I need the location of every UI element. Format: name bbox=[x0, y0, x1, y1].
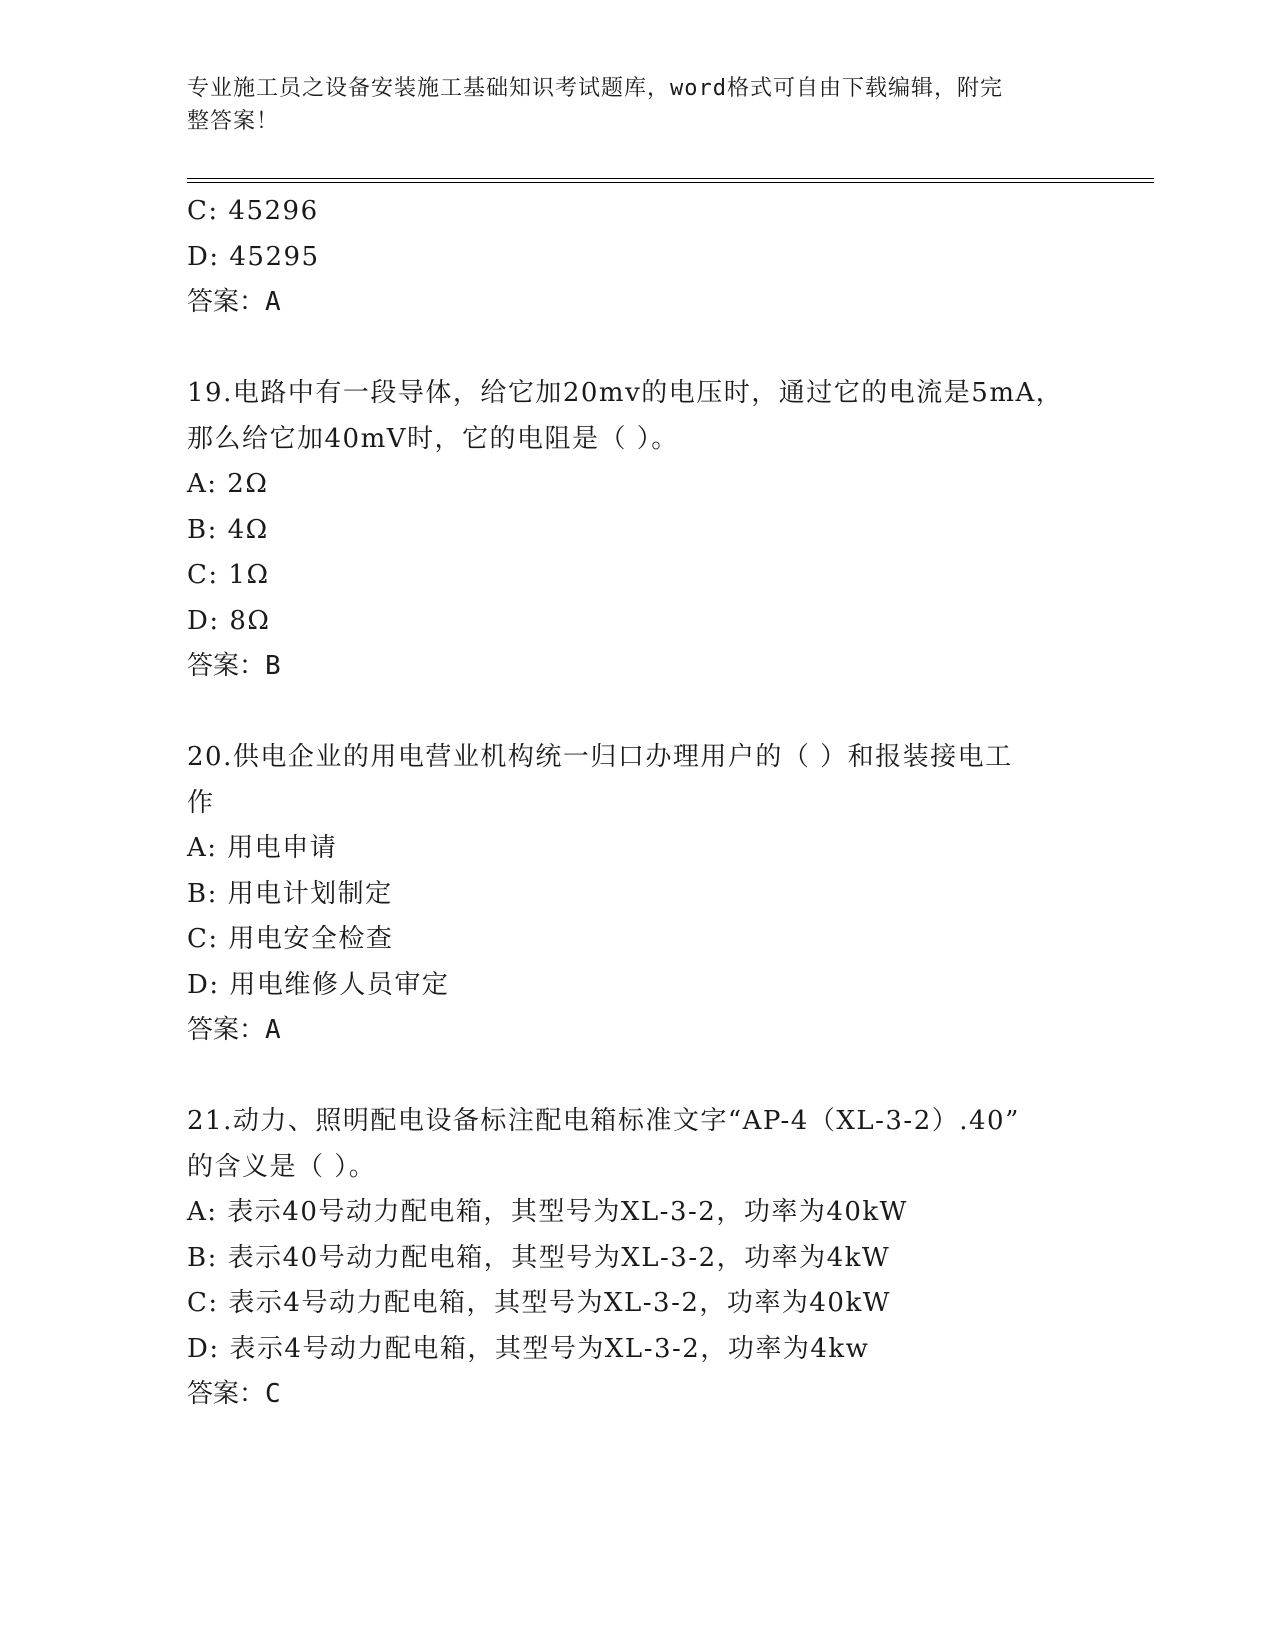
header-line-1: 专业施工员之设备安装施工基础知识考试题库，word格式可自由下载编辑，附完 bbox=[187, 76, 1003, 101]
header-rule-bottom bbox=[187, 182, 1154, 183]
answer-line: 答案：C bbox=[187, 1379, 281, 1409]
question-stem: 作 bbox=[187, 787, 215, 818]
option-b: B: 表示40号动力配电箱，其型号为XL-3-2，功率为4kW bbox=[187, 1242, 891, 1273]
question-stem: 19.电路中有一段导体，给它加20mv的电压时，通过它的电流是5mA， bbox=[187, 378, 1064, 408]
option-c: C: 45296 bbox=[187, 196, 319, 226]
option-b: B: 4Ω bbox=[187, 514, 269, 545]
answer-line: 答案：A bbox=[187, 287, 281, 317]
option-a: A: 2Ω bbox=[187, 469, 269, 499]
question-fragment-18 bbox=[187, 189, 1087, 326]
spacer bbox=[187, 690, 1087, 736]
question-21 bbox=[187, 1099, 1087, 1418]
document-body bbox=[187, 189, 1087, 1418]
option-a: A: 表示40号动力配电箱，其型号为XL-3-2，功率为40kW bbox=[187, 1197, 908, 1227]
option-d: D: 8Ω bbox=[187, 605, 271, 636]
option-c: C: 表示4号动力配电箱，其型号为XL-3-2，功率为40kW bbox=[187, 1288, 891, 1318]
answer-line: 答案：A bbox=[187, 1015, 281, 1045]
option-c: C: 用电安全检查 bbox=[187, 924, 394, 954]
document-header bbox=[187, 72, 1067, 138]
question-20 bbox=[187, 735, 1087, 1054]
option-d: D: 用电维修人员审定 bbox=[187, 969, 450, 1000]
question-stem: 的含义是（ ）。 bbox=[187, 1151, 377, 1182]
option-c: C: 1Ω bbox=[187, 560, 270, 590]
answer-line: 答案：B bbox=[187, 651, 281, 681]
option-d: D: 表示4号动力配电箱，其型号为XL-3-2，功率为4kw bbox=[187, 1333, 870, 1364]
spacer bbox=[187, 326, 1087, 372]
header-line-2: 整答案！ bbox=[187, 109, 280, 134]
question-19 bbox=[187, 371, 1087, 690]
question-stem: 那么给它加40mV时，它的电阻是（ ）。 bbox=[187, 423, 679, 454]
spacer bbox=[187, 1054, 1087, 1100]
question-stem: 21.动力、照明配电设备标注配电箱标准文字“AP-4（XL-3-2）.40” bbox=[187, 1106, 1020, 1136]
header-rule-top bbox=[187, 178, 1154, 179]
option-a: A: 用电申请 bbox=[187, 833, 338, 863]
option-d: D: 45295 bbox=[187, 241, 320, 272]
question-stem: 20.供电企业的用电营业机构统一归口办理用户的（ ）和报装接电工 bbox=[187, 742, 1013, 772]
option-b: B: 用电计划制定 bbox=[187, 878, 393, 909]
